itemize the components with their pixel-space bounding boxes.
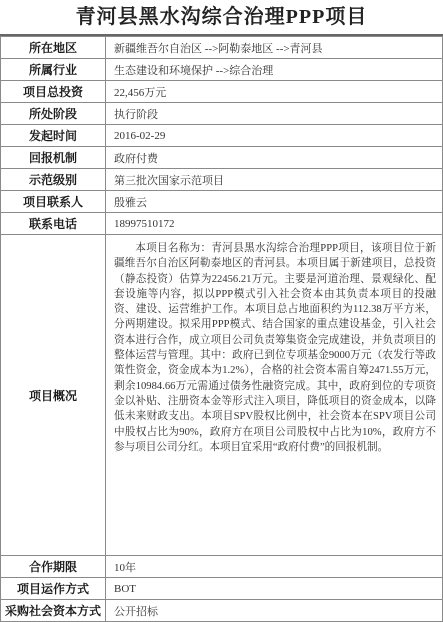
row-value: 新疆维吾尔自治区 -->阿勒泰地区 -->青河县: [106, 37, 443, 59]
row-value: 2016-02-29: [106, 125, 443, 147]
row-industry: [1, 59, 443, 81]
row-value: 22,456万元: [106, 81, 443, 103]
row-label: 示范级别: [1, 169, 106, 191]
row-value: 执行阶段: [106, 103, 443, 125]
row-value: 18997510172: [106, 213, 443, 235]
row-label: 项目总投资: [1, 81, 106, 103]
row-region: [1, 37, 443, 59]
row-contact-phone: [1, 213, 443, 235]
row-label: 项目联系人: [1, 191, 106, 213]
row-demonstration-level: [1, 169, 443, 191]
row-value: 10年: [106, 556, 443, 578]
row-operation-mode: [1, 578, 443, 600]
row-label: 合作期限: [1, 556, 106, 578]
row-procurement-method: [1, 600, 443, 622]
project-info-table: [0, 36, 443, 622]
project-overview-text: 本项目名称为：青河县黑水沟综合治理PPP项目，该项目位于新疆维吾尔自治区阿勒泰地区的青河县。本项目属于新建项目，总投资（静态投资）估算为22456.21万元。主要是河道治理、景观绿化、配套设施等内容，拟以PPP模式引入社会资本由其负责本项目的投融资、建设、运营维护工作。本项目总占地面积约为112.38万平方米，分两期建设。拟采用PPP模式、结合国家的重点建设基金，引入社会资本进行合作，成立项目公司负责筹集资金完成建设，并负责项目的整体运营与管理。其中：政府已到位专项基金9000万元（农发行等政策性资金，资金成本为1.2%），合格的社会资本需自筹2471.55万元，剩余10984.66万元需通过债务性融资完成。其中，政府到位的专项资金以补贴、注册资本金等形式注入项目，降低项目的资金成本，以降低未来财政支出。本项目SPV股权比例中，社会资本在SPV项目公司中股权占比为90%，政府方在项目公司股权中占比为10%，政府方不参与项目公司分红。本项目宜采用“政府付费”的回报机制。: [106, 235, 443, 556]
row-value: 公开招标: [106, 600, 443, 622]
row-label: 所属行业: [1, 59, 106, 81]
row-label: 所处阶段: [1, 103, 106, 125]
row-label: 所在地区: [1, 37, 106, 59]
row-contact-person: [1, 191, 443, 213]
row-total-investment: [1, 81, 443, 103]
row-label: 回报机制: [1, 147, 106, 169]
row-label: 采购社会资本方式: [1, 600, 106, 622]
row-stage: [1, 103, 443, 125]
row-start-date: [1, 125, 443, 147]
row-return-mechanism: [1, 147, 443, 169]
row-cooperation-period: [1, 556, 443, 578]
row-value: 政府付费: [106, 147, 443, 169]
row-value: 第三批次国家示范项目: [106, 169, 443, 191]
page-title: 青河县黑水沟综合治理PPP项目: [0, 0, 443, 36]
row-value: 殷雅云: [106, 191, 443, 213]
row-project-overview: [1, 235, 443, 556]
row-value: BOT: [106, 578, 443, 600]
row-label: 项目运作方式: [1, 578, 106, 600]
row-label: 项目概况: [1, 235, 106, 556]
row-label: 联系电话: [1, 213, 106, 235]
row-value: 生态建设和环境保护 -->综合治理: [106, 59, 443, 81]
row-label: 发起时间: [1, 125, 106, 147]
